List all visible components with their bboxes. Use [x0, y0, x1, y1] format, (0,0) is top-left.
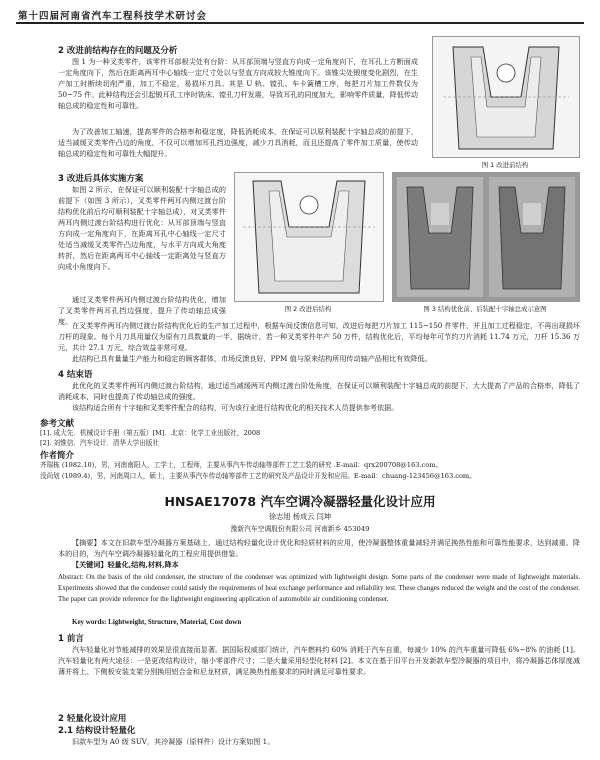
references-heading: 参考文献	[40, 419, 75, 429]
article-2-section-1-heading: 1 前言	[58, 634, 84, 644]
figure-1-image	[432, 36, 580, 158]
article-2-section-1-paragraph: 汽车轻量化对节能减排的效果是很直接而显著。据国际权威部门统计，汽车燃料约 60% 消耗于汽车自重，每减少 10% 的汽车重量可降低 6%~8% 的油耗 [1]。汽车轻量化有两大途径：一是更改结构设计，缩小零部件尺寸；二是大量采用轻型化材料 [2]。本文在基于旧平台开发新款车型冷凝器的项目中，将冷凝器芯体厚度减薄并将上、下侧板安装支架分别换用铝合金和尼龙材质，满足换热性能要求的同时满足可靠性要求。	[58, 645, 580, 676]
figure-1-caption: 图 1 改进前结构	[481, 161, 529, 169]
reference-1: [1]. 成大先．机械设计手册（第五版）[M]．北京：化学工业出版社，2008	[40, 429, 261, 437]
section-3-paragraph-4: 此结构已具有量量生产能力和稳定的顾客群体，市场反馈良好，PPM 值与原来结构所用传动轴产品相比有效降低。	[72, 354, 432, 363]
article-2-section-2-1-heading: 2.1 结构设计轻量化	[58, 726, 136, 736]
section-2-heading: 2 改进前结构存在的问题及分析	[58, 46, 178, 56]
article-2-title: HNSAE17078 汽车空调冷凝器轻量化设计应用	[164, 494, 436, 509]
section-2-paragraph-1: 图 1 为一种叉类零件，该零件耳部根尖处有台阶：从耳部顶端与竖直方向成一定角度向下，在耳孔上方断面成一定角度向下，然后在距离两耳中心轴线一定尺寸处以与竖直方向成较大锥度向下。该锥尖处锻度变化剧烈，在生产加工时断续切削严重，加工不稳定，易损坏刀具。其是 U 轨、镗孔、车卡簧槽工序，每把刀片加工件数仅为 50~75 件。此种结构还会引起锻耳孔工序时铣床、镗孔刀杆发震，导致耳孔的同度加大，影响零件质量，降低传动轴总成的稳定性和可靠性。	[58, 57, 418, 110]
author-2: 没尚划 (1989.4)，男，河南周口人，硕士，主要从事汽车传动轴等部件工艺的研究及产品设计开发和应用。E-mail：chuang-123456@163.com。	[40, 472, 476, 480]
figure-3-caption: 图 3 结构优化前、后装配十字轴总成示意图	[423, 305, 547, 313]
section-3-paragraph-1: 如图 2 所示，在保证可以顺利装配十字轴总成的前提下（如图 3 所示），叉类零件两耳内侧过渡台阶结构优化前后均可顺利装配十字轴总成），对叉类零件两耳内侧过渡台阶结构进行优化：从耳部顶端与竖直方向成一定角度向下，在距离耳孔中心轴线一定尺寸处适当减缓叉类零件凸边角度，与水平方向成大角度转折，然后在距离两耳中心轴线一定距离处与竖直方向成小角度向下。	[58, 185, 226, 271]
section-4-paragraph-1: 此优化的叉类零件两耳内侧过渡台阶结构，通过适当减缓两耳内侧过渡台阶处角度，在保证可以顺利装配十字轴总成的前提下，大大提高了产品的合格率，降低了消耗成本，同时也提高了传动轴总成的强度。	[58, 381, 580, 401]
section-3-paragraph-3: 在叉类零件两耳内侧过渡台阶结构优化后的生产加工过程中，根据车间反馈信息可知，改进后每把刀片加工 115~150 件零件，并且加工过程稳定，不再出现损坏刀杆的现象。每个月刀具用量仅为原有刀具数量的一半，据统计，若一种叉类零件年产 50 万件，结构优化后，平均每年可节约刀片消耗 11.74 万元，刀杆 15.36 万元，共计 27.1 万元，综合效益非常可观。	[58, 321, 580, 352]
article-2-affiliation: 豫新汽车空调股份有限公司 河南新乡 453049	[230, 525, 370, 533]
keywords-english: Key words: Lightweight, Structure, Material, Cost down	[72, 618, 242, 626]
authors-heading: 作者简介	[40, 451, 75, 461]
article-2-section-2-1-paragraph: 旧款车型为 A0 级 SUV，其冷凝器（原样件）设计方案如图 1。	[72, 737, 275, 746]
section-2-paragraph-2: 为了改善加工轴速，提高零件的合格率和稳定度，降低消耗成本，在保证可以原利装配十字轴总成的前提下，适当减缓叉类零件凸边的角度，不仅可以增加耳孔挡边强度，减少刀具消耗，而且还提高了零件加工质量，使传动轴总成的稳定性和可靠性大幅提升。	[58, 127, 418, 158]
abstract-chinese: 【摘要】本文在旧款车型冷凝器方案基础上，通过结构轻量化设计优化和轻质材料的应用，使冷凝器整体重量减轻并满足换热性能和可靠性能要求，达到减重、降本的目的，为汽车空调冷凝器轻量化的工程应用提供借鉴。	[58, 538, 580, 558]
keywords-chinese: 【关键词】轻量化,结构,材料,降本	[72, 560, 179, 569]
section-3-heading: 3 改进后具体实施方案	[58, 174, 144, 184]
article-2-authors: 徐志旭 杨成云 闫坤	[268, 512, 332, 521]
section-4-paragraph-2: 该结构适合所有十字轴和叉类零件配合的结构，可为该行业进行结构优化的相关技术人员提供参考依据。	[72, 403, 399, 412]
figure-2-image	[234, 172, 384, 302]
section-3-paragraph-2: 通过叉类零件两耳内侧过渡台阶结构优化，增加了叉类零件两耳孔挡边强度，提升了传动轴总成强度。	[58, 295, 226, 326]
figure-2-caption: 图 2 改进后结构	[284, 305, 332, 313]
running-head: 第十四届河南省汽车工程科技学术研讨会	[18, 11, 208, 22]
abstract-english: Abstract: On the basis of the old condenser, the structure of the condenser was optimized with lightweight design. Some parts of the condenser were made of lightweight materials. Experiments showed that the condenser could satisfy the requirements of heat exchange performance and reliability test. These changes reduced the weight and the cost of the condenser. The paper can provide reference for the lightweight engineering application of automobile air conditioning condenser.	[58, 573, 580, 603]
reference-2: [2]. 刘惟信．汽车设计．清华大学出版社	[40, 439, 160, 447]
article-2-section-2-heading: 2 轻量化设计应用	[58, 714, 127, 724]
author-1: 齐瑞栋 (1982.10)，男，河南南阳人，工学士，工程师，主要从事汽车传动轴等部件工艺工装的研究 .E-mail：qrx200708@163.com。	[40, 461, 443, 469]
figure-3-image	[392, 172, 580, 302]
section-4-heading: 4 结束语	[58, 370, 93, 380]
header-rule	[16, 22, 584, 24]
